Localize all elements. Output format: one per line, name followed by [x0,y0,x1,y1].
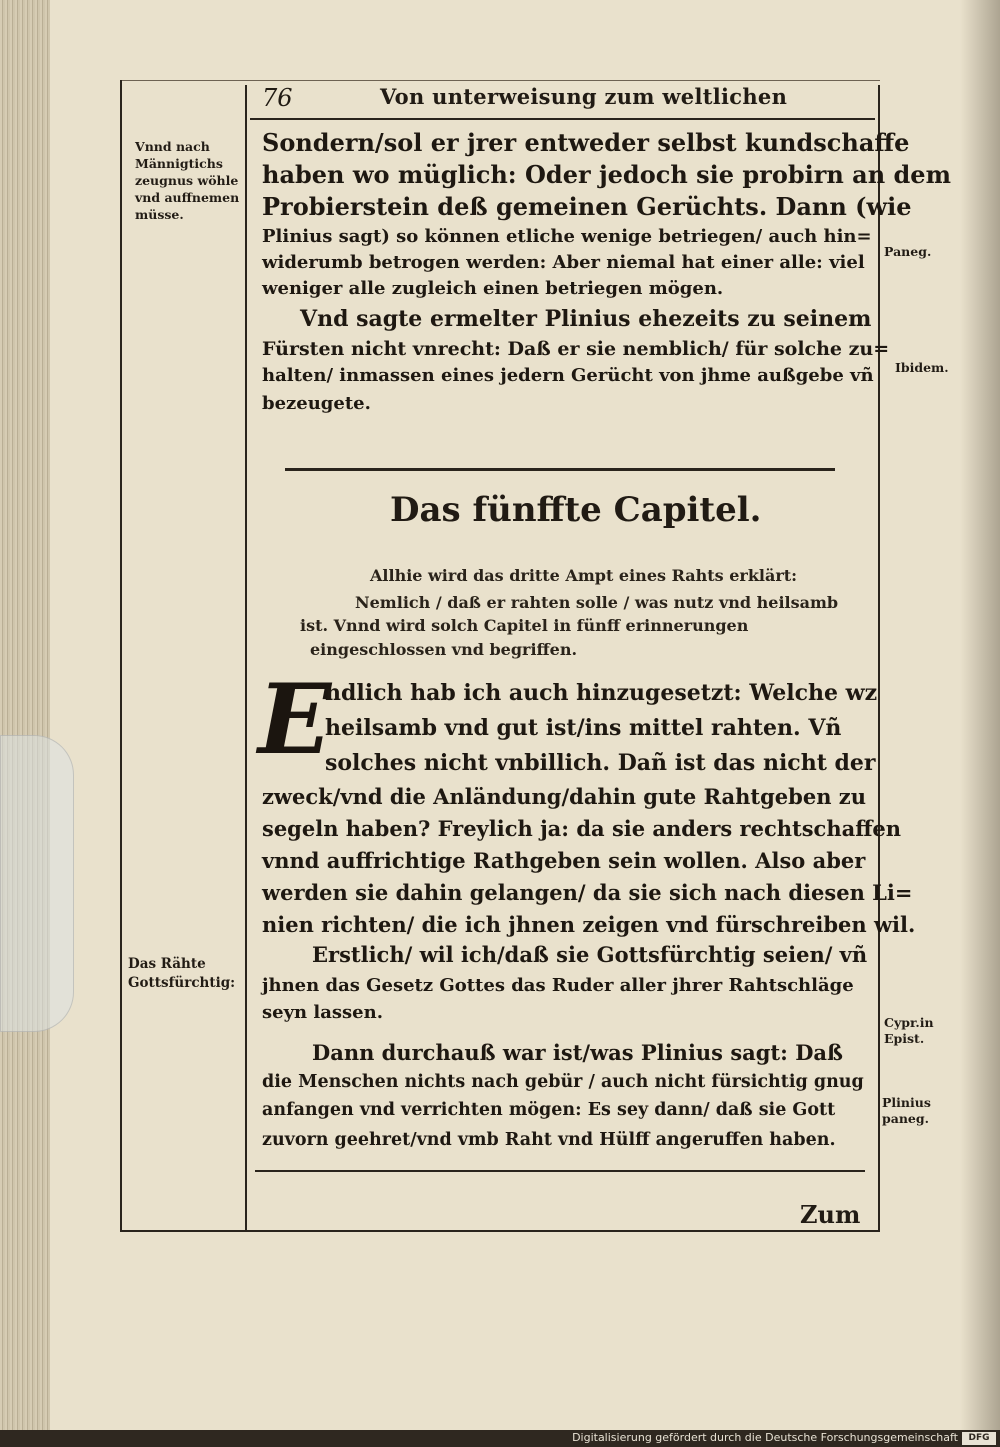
body-line: widerumb betrogen werden: Aber niemal hat einer alle: viel [262,252,865,273]
body-line: ndlich hab ich auch hinzugesetzt: Welche wz [325,680,878,706]
body-line: Probierstein deß gemeinen Gerüchts. Dann (wie [262,192,912,221]
body-line: Sondern/sol er jrer entweder selbst kundschaffe [262,128,910,157]
text-end-rule [255,1170,865,1172]
footer-bar [0,1430,1000,1447]
text-column-right-rule [878,85,880,1230]
frame-bottom-rule [120,1230,880,1232]
page-edges [0,0,50,1430]
body-line: vnnd auffrichtige Rathgeben sein wollen. Also aber [262,848,866,873]
body-line: zuvorn geehret/vnd vmb Raht vnd Hülff angeruffen haben. [262,1130,836,1150]
body-line: weniger alle zugleich einen betriegen mögen. [262,278,724,299]
chapter-summary-line: Allhie wird das dritte Ampt eines Rahts erklärt: [370,566,798,585]
body-line: jhnen das Gesetz Gottes das Ruder aller jhrer Rahtschläge [262,975,854,996]
catchword: Zum [800,1200,861,1229]
running-head-rule [250,118,875,120]
chapter-summary-line: Nemlich / daß er rahten solle / was nutz vnd heilsamb [355,593,839,612]
drop-cap-initial: E [258,663,332,776]
margin-note-right: Plinius paneg. [882,1095,931,1126]
margin-note-right: Ibidem. [895,360,949,375]
body-line: zweck/vnd die Anländung/dahin gute Rahtgeben zu [262,784,866,809]
body-line: segeln haben? Freylich ja: da sie anders rechtschaffen [262,816,902,841]
body-line: die Menschen nichts nach gebür / auch nicht fürsichtig gnug [262,1072,864,1092]
chapter-summary-line: eingeschlossen vnd begriffen. [310,640,578,659]
body-line: seyn lassen. [262,1002,383,1023]
body-line: Plinius sagt) so können etliche wenige betriegen/ auch hin= [262,226,872,247]
body-line: Dann durchauß war ist/was Plinius sagt: Daß [312,1040,843,1065]
chapter-separator-rule [285,468,835,471]
body-line: haben wo müglich: Oder jedoch sie probirn an dem [262,160,951,189]
margin-note-right: Paneg. [884,244,932,259]
page-number: 76 [262,84,293,112]
body-line: bezeugete. [262,393,371,414]
margin-note-right: Cypr.in Epist. [884,1015,934,1046]
dfg-logo: DFG [962,1432,996,1445]
page-gutter-shadow [960,0,1000,1430]
running-head: Von unterweisung zum weltlichen [380,84,788,109]
body-line: Fürsten nicht vnrecht: Daß er sie nemblich/ für solche zu= [262,338,890,360]
body-line: Erstlich/ wil ich/daß sie Gottsfürchtig seien/ vñ [312,942,868,967]
body-line: werden sie dahin gelangen/ da sie sich nach diesen Li= [262,880,913,905]
body-line: halten/ inmassen eines jedern Gerücht von jhme außgebe vñ [262,365,874,386]
body-line: Vnd sagte ermelter Plinius ehezeits zu seinem [300,306,872,332]
margin-note-left: Das Rähte Gottsfürchtig: [128,956,236,991]
body-line: solches nicht vnbillich. Dañ ist das nicht der [325,750,876,776]
frame-top-rule [120,80,880,81]
chapter-summary-line: ist. Vnnd wird solch Capitel in fünff erinnerungen [300,616,749,635]
text-column-left-rule [245,85,247,1230]
body-line: heilsamb vnd gut ist/ins mittel rahten. Vñ [325,715,842,741]
margin-note-left: Vnnd nach Männigtichs zeugnus wöhle vnd auffnemen müsse. [135,139,240,222]
chapter-title: Das fünffte Capitel. [390,490,762,530]
body-line: anfangen vnd verrichten mögen: Es sey dann/ daß sie Gott [262,1100,836,1120]
body-line: nien richten/ die ich jhnen zeigen vnd fürschreiben wil. [262,912,916,937]
plastic-clip [0,735,74,1032]
footer-text: Digitalisierung gefördert durch die Deutsche Forschungsgemeinschaft [572,1431,958,1444]
frame-left-rule [120,80,122,1230]
